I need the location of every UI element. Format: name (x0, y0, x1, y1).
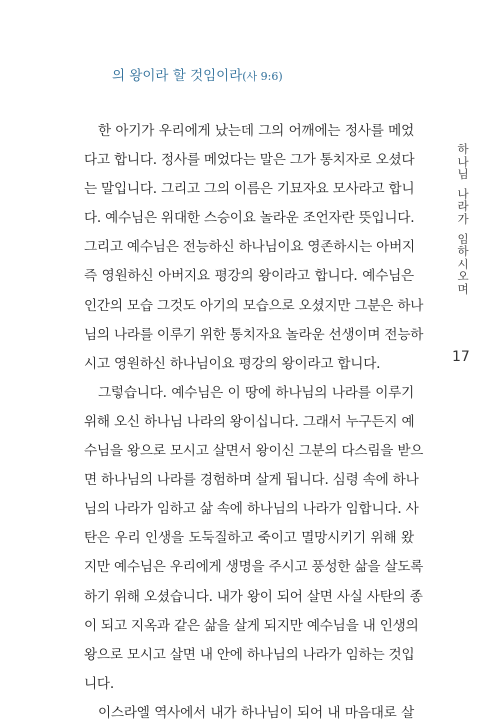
paragraph-2-line-7: 지만 예수님은 우리에게 생명을 주시고 풍성한 삶을 살도록 (84, 559, 424, 576)
paragraph-2-line-11: 니다. (84, 675, 114, 692)
paragraph-2-line-4: 면 하나님의 나라를 경험하며 살게 됩니다. 심령 속에 하나 (84, 472, 419, 489)
running-head-word-3 (455, 233, 471, 296)
running-head (455, 143, 471, 296)
paragraph-1-line-6: 즉 영원하신 아버지요 평강의 왕이라고 합니다. 예수님은 (84, 268, 414, 285)
paragraph-2-line-9: 이 되고 지옥과 같은 삶을 살게 되지만 예수님을 내 인생의 (84, 617, 419, 634)
running-head-char: 시 (457, 256, 469, 271)
verse-text: 의 왕이라 할 것임이라 (112, 68, 243, 84)
running-head-char: 하 (457, 244, 469, 259)
running-head-char: 며 (457, 281, 469, 296)
paragraph-1-line-5: 그리고 예수님은 전능하신 하나님이요 영존하시는 아버지 (84, 239, 415, 256)
paragraph-2-line-6: 탄은 우리 인생을 도둑질하고 죽이고 멸망시키기 위해 왔 (84, 530, 414, 547)
paragraph-1-line-9: 시고 영원하신 하나님이요 평강의 왕이라고 합니다. (84, 355, 381, 372)
running-head-char: 가 (457, 211, 469, 226)
paragraph-1-line-7: 인간의 모습 그것도 아기의 모습으로 오셨지만 그분은 하나 (84, 297, 424, 314)
running-head-word-1 (455, 143, 471, 181)
paragraph-3-line-1: 이스라엘 역사에서 내가 하나님이 되어 내 마음대로 살 (98, 704, 414, 721)
running-head-char: 오 (457, 269, 469, 284)
paragraph-1-line-1: 한 아기가 우리에게 났는데 그의 어깨에는 정사를 메었 (98, 123, 414, 139)
paragraph-2-line-2: 위해 오신 하나님 나라의 왕이십니다. 그래서 누구든지 예 (84, 413, 415, 430)
running-head-char: 하 (457, 142, 469, 156)
paragraph-1-line-2: 다고 합니다. 정사를 메었다는 말은 그가 통치자로 오셨다 (84, 152, 415, 169)
body-text (84, 117, 424, 728)
paragraph-1-line-3: 는 말입니다. 그리고 그의 이름은 기묘자요 모사라고 합니 (84, 181, 415, 198)
verse-quote (112, 64, 283, 84)
running-head-word-2 (455, 188, 471, 226)
paragraph-2-line-5: 님의 나라가 임하고 삶 속에 하나님의 나라가 임합니다. 사 (84, 501, 419, 518)
running-head-char: 라 (457, 199, 469, 214)
paragraph-2-line-10: 왕으로 모시고 살면 내 안에 하나님의 나라가 임하는 것입 (84, 646, 415, 663)
page-number: 17 (452, 349, 470, 365)
paragraph-1-line-8: 님의 나라를 이루기 위한 통치자요 놀라운 선생이며 전능하 (84, 326, 424, 343)
running-head-char: 나 (457, 186, 469, 201)
paragraph-2-line-1: 그렇습니다. 예수님은 이 땅에 하나님의 나라를 이루기 (98, 384, 414, 401)
verse-reference: (사 9:6) (242, 70, 283, 83)
running-head-char: 나 (457, 154, 469, 169)
paragraph-1-line-4: 다. 예수님은 위대한 스승이요 놀라운 조언자란 뜻입니다. (84, 210, 415, 227)
paragraph-2-line-8: 하기 위해 오셨습니다. 내가 왕이 되어 살면 사실 사탄의 종 (84, 588, 423, 605)
running-head-char: 임 (457, 231, 469, 246)
running-head-char: 님 (457, 167, 469, 182)
paragraph-2-line-3: 수님을 왕으로 모시고 살면서 왕이신 그분의 다스림을 받으 (84, 443, 424, 460)
